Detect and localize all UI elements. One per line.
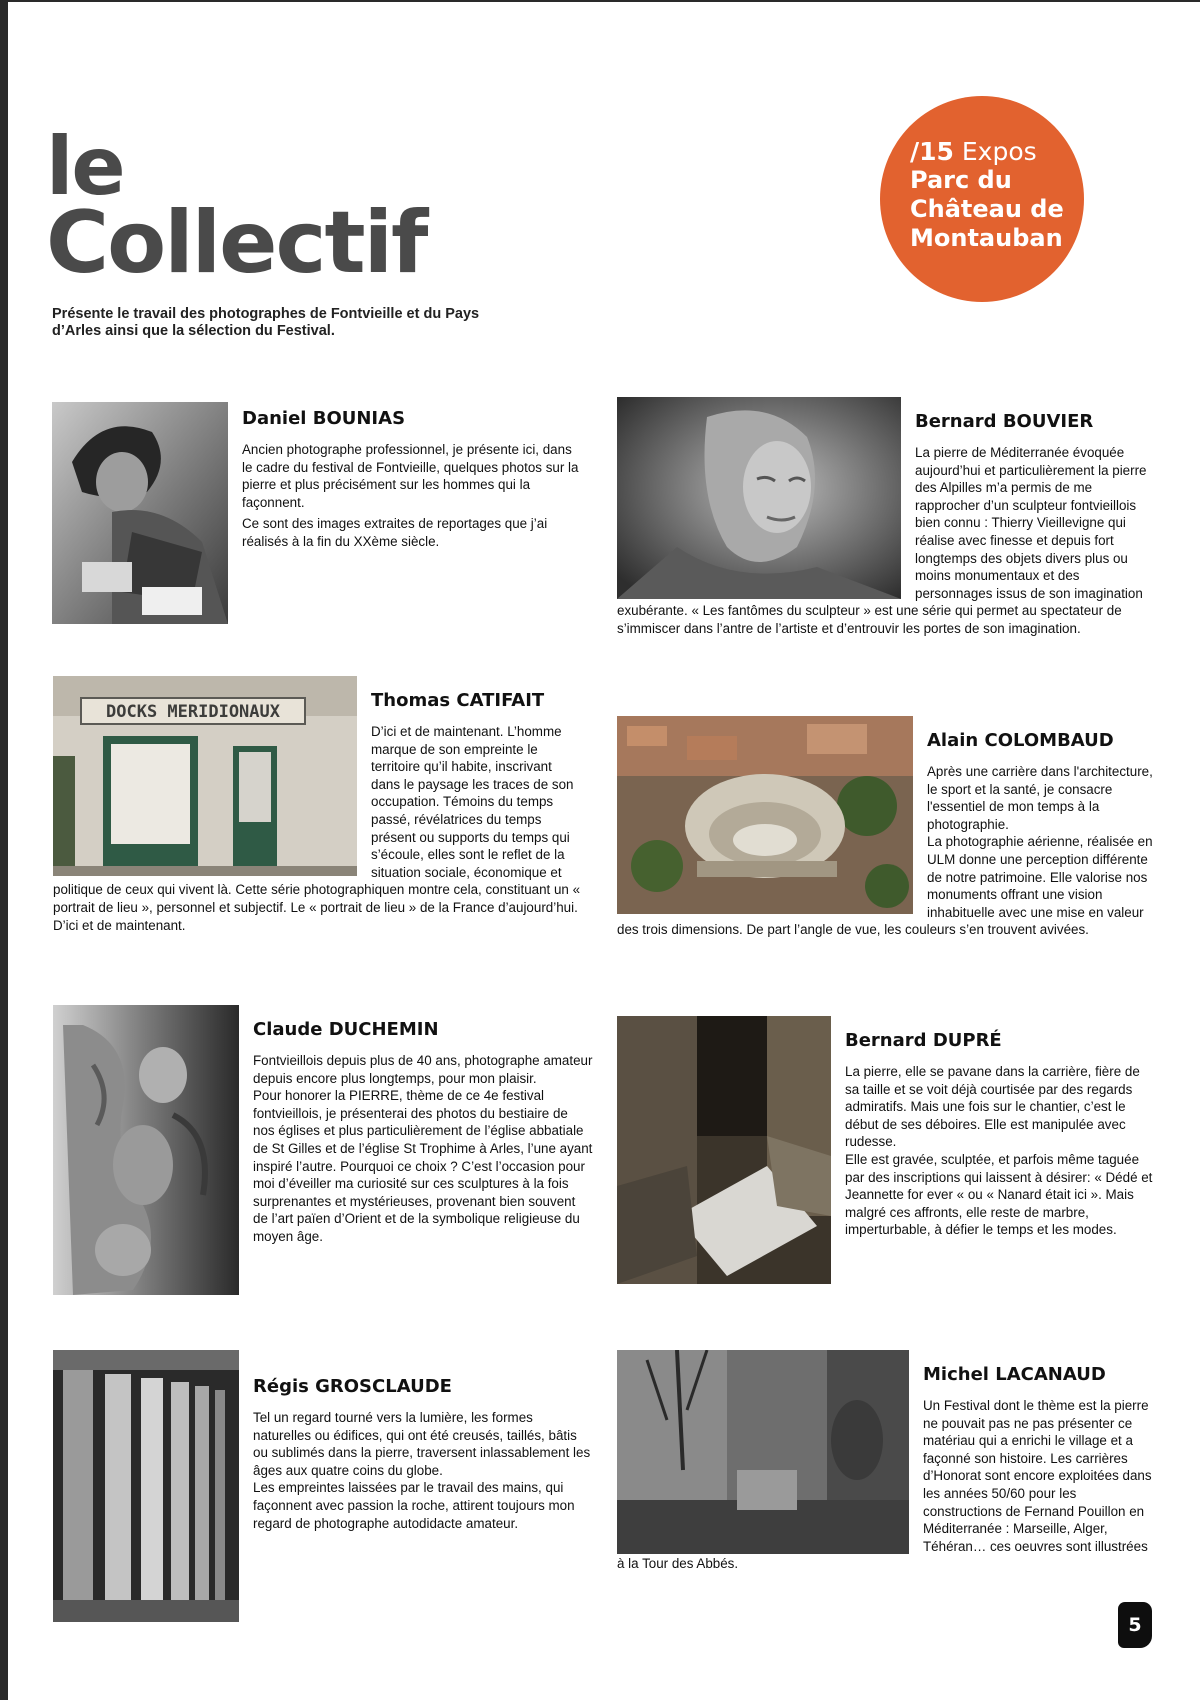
bio-paragraph: La photographie aérienne, réalisée en ULM donne une perception différente de notre patrimoine. Elle valorise nos monuments offrant une vision inhabituelle avec une mise en valeur des trois dimensions. De part l’angle de vue, les couleurs s’en trouvent avivées. [617, 834, 1153, 938]
photographer-entry [53, 1350, 593, 1622]
bio-paragraph: La pierre, elle se pavane dans la carrière, fière de sa taille et se voit déjà courtisée par des regards admiratifs. Mais une fois sur le chantier, c’est le début de ses déboires. Elle est manipulée avec rudesse. [845, 1064, 1140, 1150]
photographer-portrait-photo [52, 402, 228, 624]
photographer-entry [53, 676, 583, 934]
title-line-1: le [46, 120, 124, 213]
photographer-entry [617, 716, 1157, 939]
first-name: Thomas [371, 690, 451, 711]
last-name: GROSCLAUDE [315, 1376, 452, 1397]
page-title [46, 120, 427, 293]
page-number: 5 [1118, 1602, 1152, 1648]
first-name: Alain [927, 730, 979, 751]
photo-frame [53, 1350, 239, 1622]
last-name: CATIFAIT [456, 690, 545, 711]
photo-frame [617, 716, 913, 914]
carved-stone-relief-photo [53, 1005, 239, 1295]
photo-frame [617, 397, 901, 599]
last-name: BOUNIAS [312, 408, 406, 429]
photo-frame [53, 676, 357, 876]
first-name: Régis [253, 1376, 309, 1397]
last-name: BOUVIER [1002, 411, 1094, 432]
bio-paragraph: Les empreintes laissées par le travail des mains, qui façonnent avec passion la roche, attirent toujours mon regard de photographe autodidacte amateur. [253, 1480, 575, 1531]
bio-paragraph: Ancien photographe professionnel, je présente ici, dans le cadre du festival de Fontvieille, quelques photos sur la pierre et plus précisément sur les hommes qui la façonnent. [242, 442, 579, 510]
bio-paragraph: Elle est gravée, sculptée, et parfois même taguée par des inscriptions qui laissent à désirer: « Dédé et Jeannette for ever « ou « Nanard était ici ». Mais malgré ces affronts, elle reste de marbre, imperturbable, à défier le temps et les modes. [845, 1151, 1153, 1238]
storefront-photo [53, 676, 357, 876]
photo-frame [617, 1016, 831, 1284]
bio-paragraph: Tel un regard tourné vers la lumière, les formes naturelles ou édifices, qui ont été creusés, taillés, bâtis ou sublimés dans la pierre, traversent inlassablement les âges aux quatre coins du globe. [253, 1410, 591, 1478]
photo-frame [53, 1005, 239, 1295]
first-name: Bernard [915, 411, 997, 432]
stone-sculpture-face-photo [617, 397, 901, 599]
badge-count: /15 [910, 137, 954, 166]
bio-paragraph: Pour honorer la PIERRE, thème de ce 4e festival fontvieillois, je présenterai des photos du bestiaire de nos églises et plus particulièrement de l’église abbatiale de St Gilles et de l’église St Trophime à Arles, l’une ayant inspiré l’autre. Pourquoi ce choix ? C’est l’occasion pour moi d’éveiller ma curiosité sur ces sculptures à la fois surprenantes et mystérieuses, provenant bien souvent de l’art païen d’Orient et de la symbolique religieuse du moyen âge. [253, 1088, 593, 1244]
quarry-trees-photo [617, 1350, 909, 1554]
bio-paragraph: D’ici et de maintenant. L’homme marque de son empreinte le territoire qu’il habite, inscrivant dans le paysage les traces de son occupation. Témoins du temps passé, révélatrices du temps présent ou supports du temps qui s’écoule, elles sont le reflet de la situation sociale, économique et politique de ceux qui vivent là. Cette série photographiquen montre cela, constituant un « portrait de lieu », personnel et subjectif. Le « portrait de lieu » de la France d’aujourd’hui. D’ici et de maintenant. [53, 724, 581, 933]
quarry-marble-photo [617, 1016, 831, 1284]
photographer-entry [617, 397, 1157, 638]
bio-paragraph: Ce sont des images extraites de reportages que j’ai réalisés à la fin du XXème siècle. [242, 516, 548, 549]
page-subtitle: Présente le travail des photographes de Fontvieille et du Pays d’Arles ainsi que la sélection du Festival. [52, 306, 480, 339]
bio-paragraph: Fontvieillois depuis plus de 40 ans, photographe amateur depuis encore plus longtemps, pour mon plaisir. [253, 1053, 593, 1086]
first-name: Bernard [845, 1030, 927, 1051]
last-name: LACANAUD [995, 1364, 1106, 1385]
first-name: Michel [923, 1364, 989, 1385]
bio-paragraph: La pierre de Méditerranée évoquée aujourd’hui et particulièrement la pierre des Alpilles m’a permis de me rapprocher d’un sculpteur fontvieillois bien connu : Thierry Vieillevigne qui réalise avec finesse et depuis fort longtemps des objets divers plus ou moins monumentaux et des personnages issus de son imagination exubérante. « Les fantômes du sculpteur » est une série qui permet au spectateur de s’immiscer dans l’antre de l’artiste et d’entrouvir les portes de son imagination. [617, 445, 1147, 636]
first-name: Claude [253, 1019, 323, 1040]
bio-paragraph: Un Festival dont le thème est la pierre ne pouvait pas ne pas présenter ce matériau qui a enrichi le village et a façonné son histoire. Les carrières d’Honorat sont encore exploitées dans les années 50/60 pour les constructions de Fernand Pouillon en Méditerranée : Marseille, Alger, Téhéran… ces oeuvres sont illustrées à la Tour des Abbés. [617, 1398, 1152, 1572]
photo-frame [617, 1350, 909, 1554]
last-name: COLOMBAUD [984, 730, 1114, 751]
expo-badge [880, 96, 1084, 302]
badge-count-line [910, 138, 1084, 166]
first-name: Daniel [242, 408, 307, 429]
photographer-entry [617, 1350, 1157, 1573]
last-name: DUPRÉ [932, 1030, 1002, 1051]
photo-frame [52, 402, 228, 624]
photographer-entry [53, 1005, 593, 1295]
title-line-2: Collectif [46, 192, 427, 293]
last-name: DUCHEMIN [328, 1019, 439, 1040]
badge-place: Parc du Château de Montauban [910, 166, 1064, 252]
badge-label: Expos [953, 137, 1037, 166]
storefront-sign-text: DOCKS MERIDIONAUX [106, 702, 280, 722]
stone-columns-photo [53, 1350, 239, 1622]
bio-paragraph: Après une carrière dans l'architecture, le sport et la santé, je consacre l'essentiel de mon temps à la photographie. [927, 764, 1153, 832]
photographer-entry [617, 1016, 1157, 1284]
photographer-entry [52, 402, 582, 624]
aerial-theatre-photo [617, 716, 913, 914]
